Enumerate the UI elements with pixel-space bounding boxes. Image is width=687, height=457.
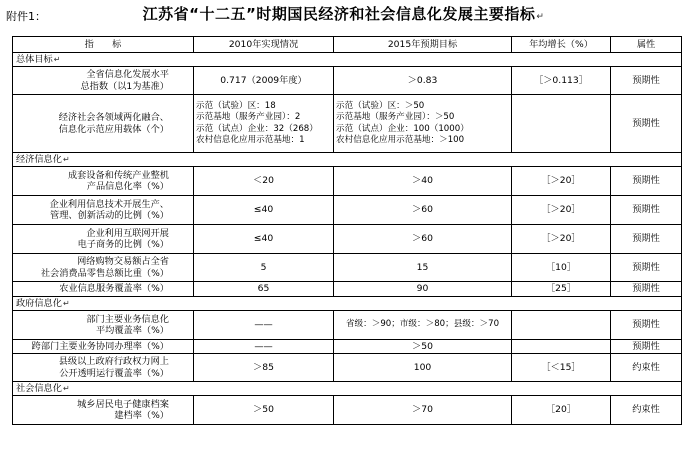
target-2015: 省级：＞90；市级：＞80；县级：＞70 (334, 311, 512, 340)
value-2010: ＜20 (194, 167, 334, 196)
value-2010: —— (194, 311, 334, 340)
column-header: 2010年实现情况 (194, 37, 334, 53)
page-header (0, 0, 687, 34)
indicator-name: 网络购物交易额占全省 社会消费品零售总额比重（%） (13, 254, 194, 282)
annual-growth: ［10］ (512, 254, 611, 282)
annual-growth: ［＞0.113］ (512, 67, 611, 95)
paragraph-mark-icon: ↵ (53, 54, 61, 64)
title-text: 江苏省“十二五”时期国民经济和社会信息化发展主要指标 (142, 5, 536, 23)
section-title: 总体目标↵ (13, 53, 682, 67)
target-2015: 90 (334, 282, 512, 297)
indicator-attribute: 预期性 (611, 95, 682, 153)
indicator-attribute: 预期性 (611, 340, 682, 354)
indicator-name: 城乡居民电子健康档案 建档率（%） (13, 396, 194, 425)
paragraph-mark-icon: ↵ (62, 298, 70, 308)
indicator-attribute: 预期性 (611, 67, 682, 95)
target-2015: 示范（试验）区：＞50 示范基地（服务产业园）：＞50 示范（试点）企业：100（1000） 农村信息化应用示范基地：＞100 (334, 95, 512, 153)
target-2015: 100 (334, 354, 512, 382)
column-header: 年均增长（%） (512, 37, 611, 53)
target-2015: 15 (334, 254, 512, 282)
column-header: 指 标 (13, 37, 194, 53)
section-row (13, 53, 682, 67)
table-header-row (13, 37, 682, 53)
indicator-attribute: 预期性 (611, 311, 682, 340)
annual-growth: ［＜15］ (512, 354, 611, 382)
table-row (13, 167, 682, 196)
annual-growth: ［20］ (512, 396, 611, 425)
target-2015: ＞60 (334, 196, 512, 225)
table-row (13, 225, 682, 254)
target-2015: ＞60 (334, 225, 512, 254)
indicator-attribute: 预期性 (611, 225, 682, 254)
table-row (13, 282, 682, 297)
indicator-table (12, 36, 682, 425)
target-2015: ＞50 (334, 340, 512, 354)
indicator-name: 经济社会各领域两化融合、 信息化示范应用载体（个） (13, 95, 194, 153)
section-title: 社会信息化↵ (13, 382, 682, 396)
table-row (13, 396, 682, 425)
column-header: 2015年预期目标 (334, 37, 512, 53)
value-2010: ＞50 (194, 396, 334, 425)
value-2010: —— (194, 340, 334, 354)
annual-growth: ［＞20］ (512, 196, 611, 225)
indicator-name: 跨部门主要业务协同办理率（%） (13, 340, 194, 354)
section-title: 政府信息化↵ (13, 297, 682, 311)
indicator-attribute: 约束性 (611, 396, 682, 425)
paragraph-mark-icon: ↵ (62, 154, 70, 164)
page-title (0, 3, 687, 24)
table-row (13, 95, 682, 153)
table-row (13, 254, 682, 282)
paragraph-mark-icon: ↵ (536, 12, 545, 22)
indicator-name: 成套设备和传统产业整机 产品信息化率（%） (13, 167, 194, 196)
table-row (13, 340, 682, 354)
value-2010: ＞85 (194, 354, 334, 382)
attachment-label: 附件1： (6, 10, 46, 23)
section-row (13, 153, 682, 167)
annual-growth (512, 95, 611, 153)
annual-growth: ［＞20］ (512, 167, 611, 196)
annual-growth: ［25］ (512, 282, 611, 297)
value-2010: ≤40 (194, 196, 334, 225)
indicator-attribute: 预期性 (611, 254, 682, 282)
column-header: 属性 (611, 37, 682, 53)
target-2015: ＞0.83 (334, 67, 512, 95)
value-2010: 0.717（2009年度） (194, 67, 334, 95)
indicator-name: 企业利用互联网开展 电子商务的比例（%） (13, 225, 194, 254)
indicator-attribute: 预期性 (611, 282, 682, 297)
indicator-name: 全省信息化发展水平 总指数（以1为基准） (13, 67, 194, 95)
indicator-name: 部门主要业务信息化 平均覆盖率（%） (13, 311, 194, 340)
section-title: 经济信息化↵ (13, 153, 682, 167)
target-2015: ＞70 (334, 396, 512, 425)
value-2010: 65 (194, 282, 334, 297)
indicator-name: 农业信息服务覆盖率（%） (13, 282, 194, 297)
value-2010: 5 (194, 254, 334, 282)
section-row (13, 382, 682, 396)
section-row (13, 297, 682, 311)
table-row (13, 196, 682, 225)
indicator-name: 县级以上政府行政权力网上 公开透明运行覆盖率（%） (13, 354, 194, 382)
indicator-name: 企业利用信息技术开展生产、 管理、创新活动的比例（%） (13, 196, 194, 225)
table-row (13, 354, 682, 382)
annual-growth: ［＞20］ (512, 225, 611, 254)
value-2010: 示范（试验）区：18 示范基地（服务产业园）：2 示范（试点）企业：32（268） 农村信息化应用示范基地：1 (194, 95, 334, 153)
annual-growth (512, 311, 611, 340)
target-2015: ＞40 (334, 167, 512, 196)
table-row (13, 311, 682, 340)
table-row (13, 67, 682, 95)
indicator-attribute: 预期性 (611, 167, 682, 196)
annual-growth (512, 340, 611, 354)
value-2010: ≤40 (194, 225, 334, 254)
indicator-attribute: 预期性 (611, 196, 682, 225)
paragraph-mark-icon: ↵ (62, 383, 70, 393)
indicator-attribute: 约束性 (611, 354, 682, 382)
